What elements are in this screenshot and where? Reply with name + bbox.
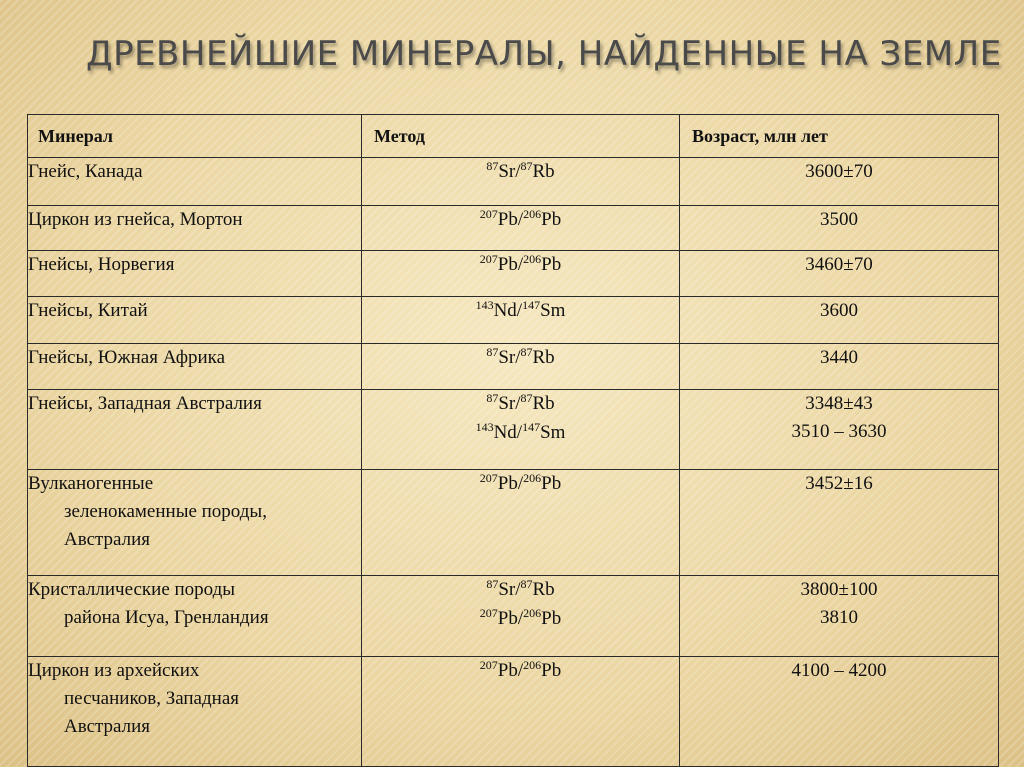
isotope-element: Pb [497,254,518,275]
cell-mineral [28,344,362,390]
isotope-ratio: $^{87}$Sr/$^{87}$Rb [486,345,555,368]
isotope-element: Pb [541,473,562,494]
isotope-mass-number: 87 [520,345,533,359]
cell-method [362,576,680,657]
isotope-element: Pb [497,473,518,494]
cell-age [680,576,999,657]
age-value: 4100 – 4200 [791,660,887,681]
isotope-element: Sm [540,422,566,443]
cell-age [680,158,999,206]
cell-mineral [28,657,362,767]
table-row [28,158,999,206]
isotope-ratio: $^{207}$Pb/$^{206}$Pb [479,207,562,230]
table-row [28,470,999,576]
isotope-element: Sr [498,579,516,600]
isotope-ratio: $^{207}$Pb/$^{206}$Pb [479,606,562,629]
mineral-line: Циркон из гнейса, Мортон [28,209,243,230]
table-header-row [28,115,999,158]
age-value: 3810 [820,607,858,628]
isotope-mass-number: 87 [486,345,499,359]
mineral-line: песчаников, Западная [64,688,239,709]
mineral-line: Вулканогенные [28,473,154,494]
isotope-mass-number: 143 [475,298,494,312]
cell-age [680,251,999,297]
isotope-mass-number: 206 [523,471,542,485]
isotope-element: Rb [532,579,555,600]
isotope-ratio: $^{143}$Nd/$^{147}$Sm [475,420,566,443]
isotope-element: Sm [540,300,566,321]
cell-mineral [28,251,362,297]
table-row [28,206,999,251]
mineral-line: Гнейс, Канада [28,161,143,182]
isotope-mass-number: 207 [479,252,498,266]
cell-mineral [28,158,362,206]
isotope-element: Pb [497,209,518,230]
cell-method [362,390,680,470]
cell-method [362,206,680,251]
isotope-ratio: $^{207}$Pb/$^{206}$Pb [479,658,562,681]
mineral-line: зеленокаменные породы, [64,501,267,522]
cell-method [362,470,680,576]
isotope-mass-number: 207 [479,658,498,672]
cell-age [680,206,999,251]
header-mineral: Минерал [28,115,362,158]
isotope-ratio: $^{207}$Pb/$^{206}$Pb [479,471,562,494]
isotope-mass-number: 207 [479,207,498,221]
isotope-mass-number: 206 [523,207,542,221]
isotope-ratio: $^{87}$Sr/$^{87}$Rb [486,577,555,600]
mineral-line: Гнейсы, Западная Австралия [28,393,262,414]
cell-mineral [28,206,362,251]
isotope-ratio: $^{143}$Nd/$^{147}$Sm [475,298,566,321]
age-value: 3800±100 [800,579,878,600]
age-value: 3510 – 3630 [791,421,887,442]
isotope-mass-number: 143 [475,420,494,434]
age-value: 3500 [820,209,858,230]
isotope-element: Sr [498,393,516,414]
cell-mineral [28,576,362,657]
isotope-mass-number: 206 [523,606,542,620]
isotope-element: Rb [532,347,555,368]
isotope-mass-number: 207 [479,606,498,620]
table-row [28,576,999,657]
age-value: 3440 [820,347,858,368]
table-row [28,251,999,297]
isotope-element: Pb [541,608,562,629]
table-row [28,297,999,344]
age-value: 3452±16 [805,473,873,494]
isotope-ratio: $^{207}$Pb/$^{206}$Pb [479,252,562,275]
isotope-mass-number: 87 [486,577,499,591]
mineral-line: Гнейсы, Южная Африка [28,347,226,368]
cell-age [680,470,999,576]
slide-title: ДРЕВНЕЙШИЕ МИНЕРАЛЫ, НАЙДЕННЫЕ НА ЗЕМЛЕ [86,34,1002,74]
isotope-element: Nd [493,300,517,321]
table-row [28,390,999,470]
cell-age [680,344,999,390]
cell-method [362,158,680,206]
age-value: 3348±43 [805,393,873,414]
isotope-ratio: $^{87}$Sr/$^{87}$Rb [486,159,555,182]
cell-method [362,297,680,344]
isotope-mass-number: 87 [520,159,533,173]
isotope-element: Pb [497,608,518,629]
minerals-table [27,114,999,767]
cell-age [680,657,999,767]
header-age: Возраст, млн лет [680,115,999,158]
isotope-mass-number: 87 [520,391,533,405]
isotope-element: Pb [541,660,562,681]
isotope-mass-number: 87 [486,391,499,405]
cell-method [362,344,680,390]
isotope-mass-number: 87 [486,159,499,173]
mineral-line: Австралия [64,529,151,550]
mineral-line: района Исуа, Гренландия [64,607,269,628]
isotope-mass-number: 207 [479,471,498,485]
mineral-line: Гнейсы, Китай [28,300,148,321]
isotope-element: Sr [498,347,516,368]
cell-mineral [28,297,362,344]
cell-age [680,390,999,470]
table-row [28,657,999,767]
isotope-element: Pb [497,660,518,681]
isotope-element: Nd [493,422,517,443]
isotope-mass-number: 206 [523,658,542,672]
isotope-mass-number: 147 [522,420,541,434]
age-value: 3600 [820,300,858,321]
isotope-element: Rb [532,393,555,414]
mineral-line: Кристаллические породы [28,579,236,600]
mineral-line: Австралия [64,716,151,737]
cell-mineral [28,470,362,576]
cell-method [362,657,680,767]
isotope-ratio: $^{87}$Sr/$^{87}$Rb [486,391,555,414]
cell-method [362,251,680,297]
isotope-mass-number: 206 [523,252,542,266]
table-row [28,344,999,390]
age-value: 3460±70 [805,254,873,275]
cell-age [680,297,999,344]
isotope-mass-number: 87 [520,577,533,591]
isotope-element: Pb [541,254,562,275]
isotope-element: Rb [532,161,555,182]
isotope-mass-number: 147 [522,298,541,312]
mineral-line: Циркон из архейских [28,660,200,681]
mineral-line: Гнейсы, Норвегия [28,254,175,275]
header-method: Метод [362,115,680,158]
cell-mineral [28,390,362,470]
age-value: 3600±70 [805,161,873,182]
isotope-element: Sr [498,161,516,182]
isotope-element: Pb [541,209,562,230]
